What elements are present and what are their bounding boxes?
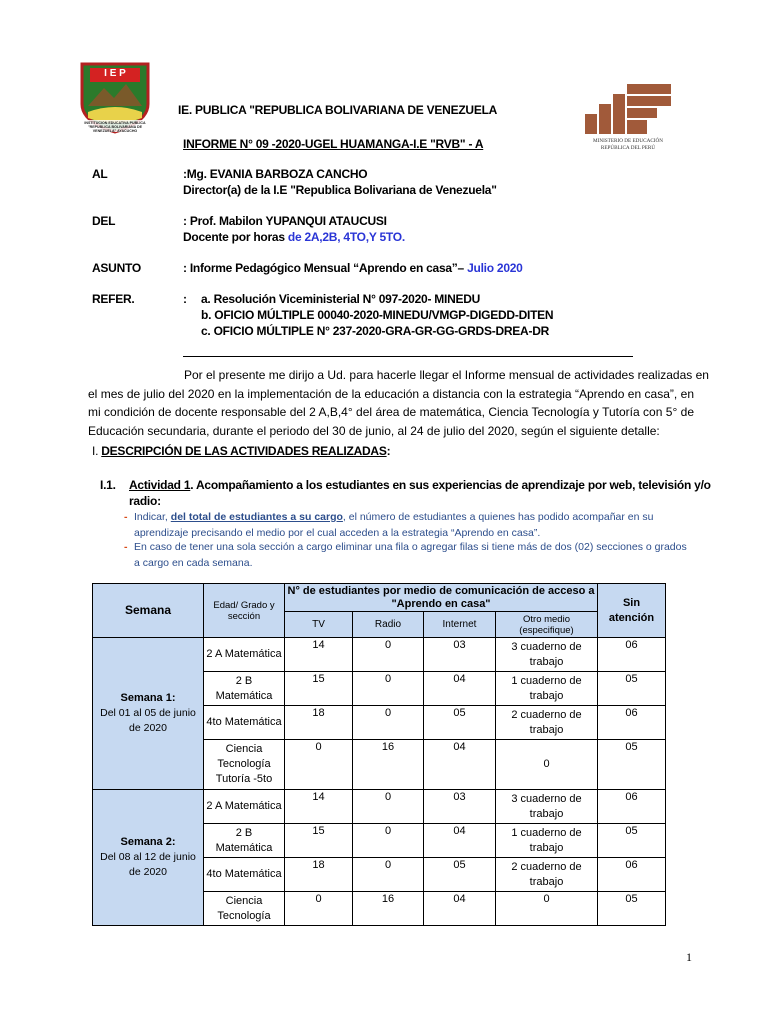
otro-cell: 1 cuaderno de trabajo xyxy=(496,672,598,706)
header-semana: Semana xyxy=(93,584,204,638)
students-table xyxy=(92,583,666,926)
otro-cell: 2 cuaderno de trabajo xyxy=(496,858,598,892)
internet-cell: 04 xyxy=(424,672,496,706)
asunto-text: : Informe Pedagógico Mensual “Aprendo en casa”– xyxy=(183,261,464,275)
section-title xyxy=(92,444,390,458)
internet-cell: 04 xyxy=(424,740,496,790)
sin-cell: 05 xyxy=(598,672,666,706)
sin-cell: 05 xyxy=(598,824,666,858)
week-name: Semana 1: xyxy=(120,692,176,704)
grado-cell: 4to Matemática xyxy=(204,858,285,892)
grado-cell: 2 B Matemática xyxy=(204,672,285,706)
internet-cell: 05 xyxy=(424,706,496,740)
school-name: IE. PUBLICA "REPUBLICA BOLIVARIANA DE VENEZUELA xyxy=(178,103,498,117)
ministry-caption-line2: REPÚBLICA DEL PERÚ xyxy=(600,144,656,151)
tv-cell: 15 xyxy=(285,672,353,706)
al-name: :Mg. EVANIA BARBOZA CANCHO xyxy=(183,167,368,181)
activity-line1 xyxy=(129,478,711,492)
activity-text-1: . Acompañamiento a los estudiantes en sus experiencias de aprendizaje por web, televisión y/o xyxy=(190,478,711,492)
radio-cell: 0 xyxy=(353,858,424,892)
otro-cell: 0 xyxy=(496,740,598,790)
grado-cell: 2 B Matemática xyxy=(204,824,285,858)
hint-2: - En caso de tener una sola sección a cargo eliminar una fila o agregar filas si tiene más de dos (02) secciones o grados a cargo en cada semana. xyxy=(124,541,687,569)
refer-colon: : xyxy=(183,292,187,306)
grado-cell: 2 A Matemática xyxy=(204,638,285,672)
hint-1-pre: Indicar, xyxy=(134,511,168,523)
sin-cell: 06 xyxy=(598,638,666,672)
grado-cell: 2 A Matemática xyxy=(204,790,285,824)
intro-paragraph xyxy=(88,366,709,440)
al-role: Director(a) de la I.E "Republica Bolivariana de Venezuela" xyxy=(183,183,497,197)
del-role-sections: de 2A,2B, 4TO,Y 5TO. xyxy=(287,230,405,244)
school-logo-caption: INSTITUCION EDUCATIVA PUBLICA "REPUBLICA BOLIVARIANA DE VENEZUELA" AYACUCHO xyxy=(84,121,146,133)
radio-cell: 16 xyxy=(353,892,424,926)
week-cell xyxy=(93,790,204,926)
hint-1-post: , el número de estudiantes a quienes has podido acompañar en su aprendizaje precisando el medio por el cual acceden a la estrategia “Aprendo en casa”. xyxy=(134,511,654,539)
otro-cell: 1 cuaderno de trabajo xyxy=(496,824,598,858)
grado-cell: 4to Matemática xyxy=(204,706,285,740)
hint-2-text: En caso de tener una sola sección a cargo eliminar una fila o agregar filas si tiene más de dos (02) secciones o grados a cargo en cada semana. xyxy=(134,541,687,569)
al-label: AL xyxy=(92,167,108,181)
tv-cell: 0 xyxy=(285,892,353,926)
page-number: 1 xyxy=(686,950,692,964)
del-name: : Prof. Mabilon YUPANQUI ATAUCUSI xyxy=(183,214,387,228)
sin-cell: 06 xyxy=(598,790,666,824)
otro-cell: 3 cuaderno de trabajo xyxy=(496,790,598,824)
ministry-caption-line1: MINISTERIO DE EDUCACIÓN xyxy=(592,138,664,144)
refer-b: b. OFICIO MÚLTIPLE 00040-2020-MINEDU/VMGP-DIGEDD-DITEN xyxy=(201,308,554,322)
internet-cell: 03 xyxy=(424,790,496,824)
grado-cell: Ciencia Tecnología xyxy=(204,892,285,926)
header-sin-atencion: Sin atención xyxy=(598,584,666,638)
asunto xyxy=(183,261,523,275)
del-label: DEL xyxy=(92,214,116,228)
sin-cell: 06 xyxy=(598,858,666,892)
tv-cell: 15 xyxy=(285,824,353,858)
week-range: Del 01 al 05 de junio de 2020 xyxy=(100,707,196,734)
report-title: INFORME N° 09 -2020-UGEL HUAMANGA-I.E "RVB" - A xyxy=(183,137,484,151)
asunto-label: ASUNTO xyxy=(92,261,141,275)
tv-cell: 18 xyxy=(285,858,353,892)
internet-cell: 04 xyxy=(424,892,496,926)
week-cell xyxy=(93,638,204,790)
otro-cell: 3 cuaderno de trabajo xyxy=(496,638,598,672)
header-medios: N° de estudiantes por medio de comunicación de acceso a "Aprendo en casa" xyxy=(285,584,598,612)
school-logo xyxy=(76,60,154,134)
header-otro: Otro medio (especifique) xyxy=(496,612,598,638)
header-internet: Internet xyxy=(424,612,496,638)
refer-a: a. Resolución Viceministerial N° 097-2020- MINEDU xyxy=(201,292,481,306)
internet-cell: 05 xyxy=(424,858,496,892)
table-row xyxy=(93,790,666,824)
refer-c: c. OFICIO MÚLTIPLE N° 237-2020-GRA-GR-GG-GRDS-DREA-DR xyxy=(201,324,550,338)
week-range: Del 08 al 12 de junio de 2020 xyxy=(100,851,196,878)
internet-cell: 03 xyxy=(424,638,496,672)
radio-cell: 0 xyxy=(353,672,424,706)
school-logo-text: I E P xyxy=(104,68,126,79)
otro-cell: 0 xyxy=(496,892,598,926)
section-prefix: I. xyxy=(92,444,99,458)
otro-cell: 2 cuaderno de trabajo xyxy=(496,706,598,740)
table-row xyxy=(93,638,666,672)
hint-1-bold: del total de estudiantes a su cargo xyxy=(170,511,343,523)
tv-cell: 14 xyxy=(285,638,353,672)
radio-cell: 0 xyxy=(353,790,424,824)
activity-label: Actividad 1 xyxy=(129,478,191,492)
asunto-month: Julio 2020 xyxy=(467,261,523,275)
del-role-text: Docente por horas xyxy=(183,230,285,244)
header-tv: TV xyxy=(285,612,353,638)
section-title-text: DESCRIPCIÓN DE LAS ACTIVIDADES REALIZADAS xyxy=(101,444,387,458)
sin-cell: 05 xyxy=(598,892,666,926)
ministry-caption xyxy=(583,138,673,151)
week-name: Semana 2: xyxy=(120,836,176,848)
header-radio: Radio xyxy=(353,612,424,638)
sin-cell: 06 xyxy=(598,706,666,740)
activity-line2: radio: xyxy=(129,494,161,508)
refer-label: REFER. xyxy=(92,292,135,306)
radio-cell: 16 xyxy=(353,740,424,790)
internet-cell: 04 xyxy=(424,824,496,858)
radio-cell: 0 xyxy=(353,824,424,858)
del-role xyxy=(183,230,405,244)
intro-rest: el mes de julio del 2020 en la implementación de la educación a distancia con la estrategia “Aprendo en casa”, en mi condición de docente responsable del 2 A,B,4° del área de matemática, Ciencia Tecnología y Tutoría con 5° de Educación secundaria, durante el periodo del 30 de junio, al 24 de julio del 2020, según el siguiente detalle: xyxy=(88,386,694,438)
section-suffix: : xyxy=(386,444,391,458)
intro-line1: Por el presente me dirijo a Ud. para hacerle llegar el Informe mensual de actividades realizadas en xyxy=(184,368,709,382)
hint-1: - Indicar, del total de estudiantes a su cargo, el número de estudiantes a quienes has podido acompañar en su aprendizaje precisando el medio por el cual acceden a la estrategia “Aprendo en casa”. xyxy=(124,511,654,539)
sin-cell: 05 xyxy=(598,740,666,790)
tv-cell: 14 xyxy=(285,790,353,824)
tv-cell: 18 xyxy=(285,706,353,740)
radio-cell: 0 xyxy=(353,706,424,740)
divider-line xyxy=(183,356,633,357)
activity-number: I.1. xyxy=(100,478,116,492)
grado-cell: Ciencia Tecnología Tutoría -5to xyxy=(204,740,285,790)
header-grado: Edad/ Grado y sección xyxy=(204,584,285,638)
radio-cell: 0 xyxy=(353,638,424,672)
tv-cell: 0 xyxy=(285,740,353,790)
